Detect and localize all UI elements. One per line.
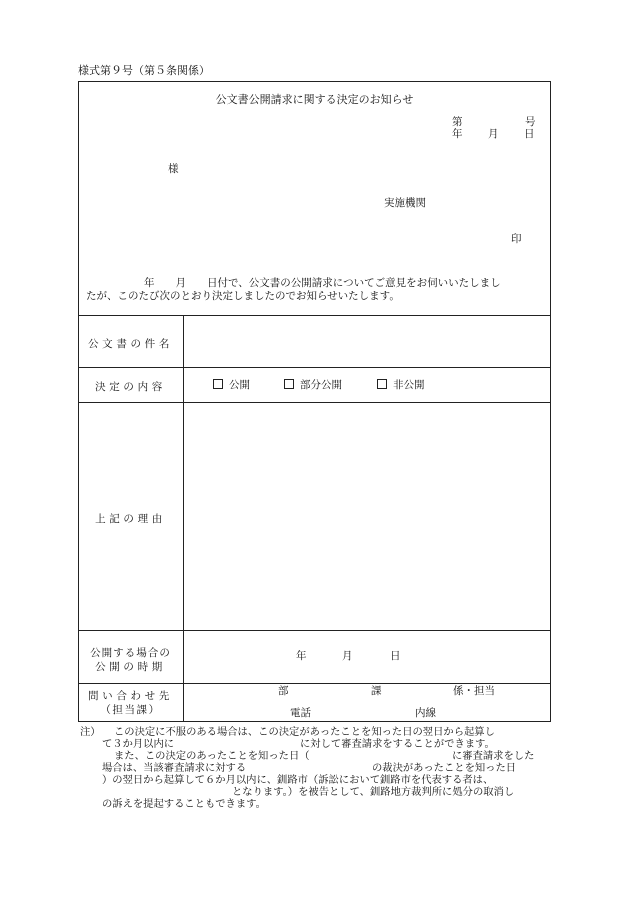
date-year: 年: [452, 128, 463, 140]
decision-label: 決定の内容: [95, 381, 166, 393]
note-line-2b: に対して審査請求をすることができます。: [300, 738, 495, 750]
row-divider: [78, 315, 551, 316]
checkbox[interactable]: [213, 379, 223, 389]
note-line-4b: の裁決があったことを知った日: [372, 762, 517, 774]
seal-mark: 印: [511, 233, 522, 245]
checkbox[interactable]: [284, 379, 294, 389]
contact-dept: 部: [278, 685, 289, 697]
document-title: 公文書公開請求に関する決定のお知らせ: [215, 93, 414, 106]
timing-day: 日: [390, 650, 401, 662]
option-nonpublic[interactable]: [377, 379, 425, 391]
intro-line-2: たが、このたび次のとおり決定しましたのでお知らせいたします。: [86, 290, 400, 302]
option-label: 非公開: [393, 379, 425, 391]
note-mark: 注）: [80, 726, 101, 738]
timing-label-2: 公開の時期: [95, 661, 166, 673]
intro-line-1: 年 月 日付で、公文書の公開請求についてご意見をお伺いいたしまし: [144, 277, 501, 289]
row-divider: [78, 630, 551, 631]
contact-label-2: （担当課）: [100, 704, 161, 716]
note-line-5: ）の翌日から起算して６か月以内に、釧路市（訴訟において釧路市を代表する者は、: [102, 774, 494, 786]
doc-number-prefix: 第: [452, 116, 463, 128]
agency-label: 実施機関: [384, 197, 426, 209]
date-month: 月: [488, 128, 499, 140]
subject-label: 公文書の件名: [87, 338, 174, 350]
contact-label-1: 問い合わせ先: [87, 690, 174, 702]
row-divider: [78, 402, 551, 403]
note-line-6: となります。）を被告として、釧路地方裁判所に処分の取消し: [232, 786, 515, 798]
reason-label: 上記の理由: [95, 513, 166, 525]
option-label: 部分公開: [300, 379, 342, 391]
note-line-1: この決定に不服のある場合は、この決定があったことを知った日の翌日から起算し: [114, 726, 495, 738]
option-label: 公開: [229, 379, 250, 391]
row-divider: [78, 367, 551, 368]
date-day: 日: [524, 128, 535, 140]
timing-month: 月: [342, 650, 353, 662]
timing-year: 年: [296, 650, 307, 662]
column-divider: [183, 315, 184, 722]
note-line-3: また、この決定のあったことを知った日（: [114, 750, 310, 762]
contact-section: 課: [371, 685, 382, 697]
form-number: 様式第９号（第５条関係）: [78, 64, 210, 77]
contact-staff: 係・担当: [453, 685, 495, 697]
doc-number-suffix: 号: [525, 116, 536, 128]
option-public[interactable]: [213, 379, 250, 391]
option-partial[interactable]: [284, 379, 342, 391]
recipient-suffix: 様: [168, 163, 179, 175]
note-line-7: の訴えを提起することもできます。: [102, 798, 266, 810]
contact-extension: 内線: [415, 707, 436, 719]
note-line-3b: に審査請求をした: [452, 750, 535, 762]
note-line-2a: て３か月以内に: [102, 738, 175, 750]
note-line-4a: 場合は、当該審査請求に対する: [102, 762, 247, 774]
timing-label-1: 公開する場合の: [90, 647, 171, 659]
contact-phone: 電話: [290, 707, 311, 719]
row-divider: [78, 683, 551, 684]
checkbox[interactable]: [377, 379, 387, 389]
